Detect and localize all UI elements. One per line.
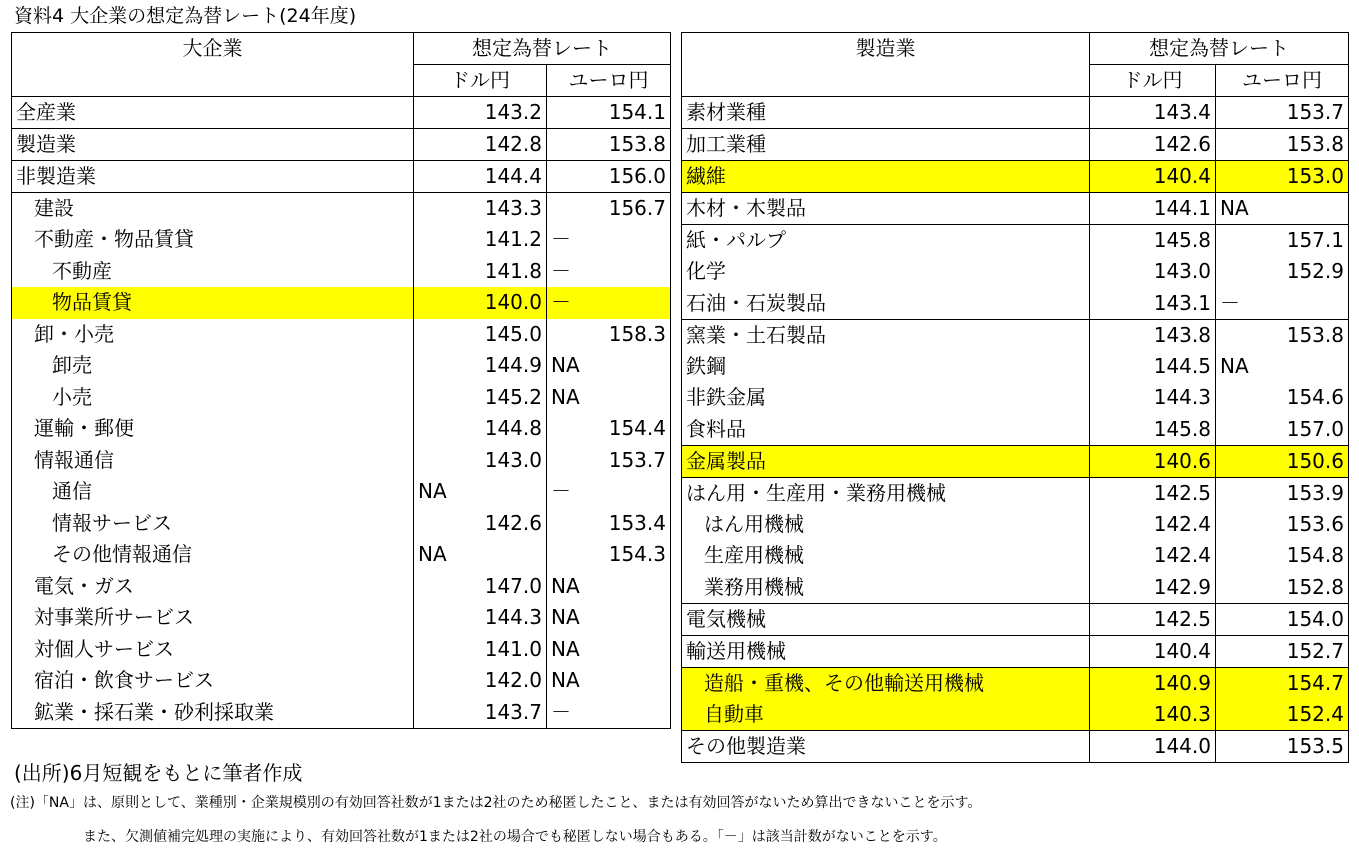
table-row <box>682 477 1349 509</box>
left-row-label: 物品賃貸 <box>12 287 414 319</box>
table-row <box>682 445 1349 477</box>
left-row-label: 不動産・物品賃貸 <box>12 224 414 256</box>
right-row-eur: 153.5 <box>1216 730 1349 762</box>
left-row-label: 鉱業・採石業・砂利採取業 <box>12 697 414 729</box>
right-row-usd: 144.0 <box>1090 730 1216 762</box>
right-row-label: 化学 <box>682 256 1090 288</box>
right-row-eur: 152.9 <box>1216 256 1349 288</box>
table-row <box>12 193 671 225</box>
left-row-usd: 143.0 <box>414 445 547 477</box>
table-row <box>12 161 671 193</box>
right-row-label: 木材・木製品 <box>682 193 1090 225</box>
table-row <box>682 509 1349 541</box>
left-row-label: その他情報通信 <box>12 539 414 571</box>
right-row-label: 造船・重機、その他輸送用機械 <box>682 667 1090 699</box>
left-row-usd: 147.0 <box>414 571 547 603</box>
left-row-label: 卸売 <box>12 350 414 382</box>
left-row-usd: 140.0 <box>414 287 547 319</box>
table-row <box>682 699 1349 731</box>
right-row-eur: － <box>1216 288 1349 320</box>
right-row-label: 自動車 <box>682 699 1090 731</box>
right-row-usd: 143.8 <box>1090 319 1216 351</box>
left-header-category: 大企業 <box>12 33 414 97</box>
left-row-usd: 144.8 <box>414 413 547 445</box>
left-row-usd: 145.0 <box>414 319 547 351</box>
left-row-eur: － <box>547 256 671 288</box>
left-row-eur: 158.3 <box>547 319 671 351</box>
right-row-eur: 152.7 <box>1216 635 1349 667</box>
right-row-eur: 157.1 <box>1216 225 1349 257</box>
table-row <box>682 540 1349 572</box>
right-row-label: その他製造業 <box>682 730 1090 762</box>
right-row-usd: 140.3 <box>1090 699 1216 731</box>
left-row-usd: 143.2 <box>414 97 547 129</box>
left-row-eur: NA <box>547 602 671 634</box>
table-row <box>682 319 1349 351</box>
right-header-category: 製造業 <box>682 33 1090 97</box>
right-row-usd: 142.9 <box>1090 572 1216 604</box>
right-row-eur: 152.8 <box>1216 572 1349 604</box>
left-row-eur: 153.8 <box>547 129 671 161</box>
table-row <box>682 382 1349 414</box>
right-header-eur: ユーロ円 <box>1216 65 1349 97</box>
table-row <box>12 602 671 634</box>
left-row-eur: 154.4 <box>547 413 671 445</box>
source-note: (出所)6月短観をもとに筆者作成 <box>14 761 303 785</box>
table-row <box>12 319 671 351</box>
right-header-rate: 想定為替レート <box>1090 33 1349 65</box>
left-row-usd: 142.0 <box>414 665 547 697</box>
table-row <box>12 539 671 571</box>
table-row <box>12 634 671 666</box>
right-row-label: 食料品 <box>682 414 1090 446</box>
footnote-na: (注)「NA」は、原則として、業種別・企業規模別の有効回答社数が1または2社のため秘匿したこと、または有効回答がないため算出できないことを示す。 <box>10 795 982 811</box>
table-row <box>12 697 671 729</box>
left-row-label: 情報通信 <box>12 445 414 477</box>
right-row-label: 輸送用機械 <box>682 635 1090 667</box>
right-row-eur: NA <box>1216 193 1349 225</box>
left-row-eur: － <box>547 697 671 729</box>
right-row-usd: 144.3 <box>1090 382 1216 414</box>
table-row <box>12 508 671 540</box>
table-row <box>682 256 1349 288</box>
right-row-eur: 153.8 <box>1216 129 1349 161</box>
manufacturing-table <box>681 32 1349 763</box>
table-row <box>12 129 671 161</box>
table-row <box>682 635 1349 667</box>
right-row-label: 素材業種 <box>682 97 1090 129</box>
left-row-eur: NA <box>547 665 671 697</box>
left-header-eur: ユーロ円 <box>547 65 671 97</box>
right-row-usd: 140.4 <box>1090 161 1216 193</box>
left-row-label: 宿泊・飲食サービス <box>12 665 414 697</box>
right-row-label: はん用・生産用・業務用機械 <box>682 477 1090 509</box>
left-row-eur: 154.3 <box>547 539 671 571</box>
right-row-usd: 144.1 <box>1090 193 1216 225</box>
right-row-usd: 140.6 <box>1090 445 1216 477</box>
left-row-eur: 156.0 <box>547 161 671 193</box>
table-row <box>682 97 1349 129</box>
left-row-eur: 153.4 <box>547 508 671 540</box>
left-row-usd: 141.0 <box>414 634 547 666</box>
left-row-usd: 145.2 <box>414 382 547 414</box>
table-row <box>682 129 1349 161</box>
left-row-eur: NA <box>547 571 671 603</box>
right-row-eur: 150.6 <box>1216 445 1349 477</box>
right-row-eur: 154.8 <box>1216 540 1349 572</box>
right-row-eur: 154.0 <box>1216 603 1349 635</box>
right-row-usd: 143.1 <box>1090 288 1216 320</box>
right-row-usd: 142.4 <box>1090 509 1216 541</box>
right-row-eur: 153.0 <box>1216 161 1349 193</box>
right-row-usd: 145.8 <box>1090 414 1216 446</box>
left-row-label: 製造業 <box>12 129 414 161</box>
left-row-label: 非製造業 <box>12 161 414 193</box>
right-row-eur: 153.9 <box>1216 477 1349 509</box>
left-row-eur: NA <box>547 634 671 666</box>
footnote-dash: また、欠測値補完処理の実施により、有効回答社数が1または2社の場合でも秘匿しない場合もある。「－」は該当計数がないことを示す。 <box>83 829 947 845</box>
right-row-usd: 143.4 <box>1090 97 1216 129</box>
right-header-usd: ドル円 <box>1090 65 1216 97</box>
left-row-eur: 156.7 <box>547 193 671 225</box>
left-row-usd: 142.6 <box>414 508 547 540</box>
right-row-label: 石油・石炭製品 <box>682 288 1090 320</box>
left-header-rate: 想定為替レート <box>414 33 671 65</box>
left-row-eur: 153.7 <box>547 445 671 477</box>
left-row-usd: 144.3 <box>414 602 547 634</box>
left-row-label: 運輸・郵便 <box>12 413 414 445</box>
left-row-label: 全産業 <box>12 97 414 129</box>
right-row-usd: 142.5 <box>1090 603 1216 635</box>
table-row <box>12 571 671 603</box>
right-row-eur: 153.6 <box>1216 509 1349 541</box>
table-row <box>12 665 671 697</box>
left-row-label: 小売 <box>12 382 414 414</box>
table-row <box>682 288 1349 320</box>
right-row-label: 加工業種 <box>682 129 1090 161</box>
table-row <box>682 667 1349 699</box>
right-row-usd: 142.6 <box>1090 129 1216 161</box>
table-row <box>12 445 671 477</box>
left-row-eur: － <box>547 287 671 319</box>
table-row <box>682 730 1349 762</box>
right-row-label: 鉄鋼 <box>682 351 1090 383</box>
table-row <box>12 476 671 508</box>
left-row-usd: NA <box>414 539 547 571</box>
left-header-usd: ドル円 <box>414 65 547 97</box>
table-row <box>12 224 671 256</box>
left-row-usd: 141.2 <box>414 224 547 256</box>
left-row-usd: 143.7 <box>414 697 547 729</box>
left-row-label: 通信 <box>12 476 414 508</box>
right-row-eur: 153.7 <box>1216 97 1349 129</box>
right-row-label: 非鉄金属 <box>682 382 1090 414</box>
left-row-label: 対事業所サービス <box>12 602 414 634</box>
right-row-label: 業務用機械 <box>682 572 1090 604</box>
left-row-eur: － <box>547 476 671 508</box>
page-title: 資料4 大企業の想定為替レート(24年度) <box>14 5 357 27</box>
right-row-usd: 142.5 <box>1090 477 1216 509</box>
table-row <box>682 572 1349 604</box>
right-row-label: 繊維 <box>682 161 1090 193</box>
left-row-usd: 144.4 <box>414 161 547 193</box>
left-row-label: 情報サービス <box>12 508 414 540</box>
table-row <box>682 161 1349 193</box>
right-row-usd: 145.8 <box>1090 225 1216 257</box>
left-row-usd: NA <box>414 476 547 508</box>
table-row <box>12 97 671 129</box>
table-row <box>12 350 671 382</box>
right-row-label: 紙・パルプ <box>682 225 1090 257</box>
right-row-usd: 142.4 <box>1090 540 1216 572</box>
left-row-usd: 142.8 <box>414 129 547 161</box>
right-row-eur: 152.4 <box>1216 699 1349 731</box>
right-row-label: 金属製品 <box>682 445 1090 477</box>
left-row-eur: － <box>547 224 671 256</box>
left-row-label: 卸・小売 <box>12 319 414 351</box>
table-row <box>12 382 671 414</box>
table-row <box>682 193 1349 225</box>
right-row-label: 電気機械 <box>682 603 1090 635</box>
right-row-usd: 140.4 <box>1090 635 1216 667</box>
right-row-label: 窯業・土石製品 <box>682 319 1090 351</box>
right-row-usd: 143.0 <box>1090 256 1216 288</box>
left-row-label: 不動産 <box>12 256 414 288</box>
right-row-eur: 154.6 <box>1216 382 1349 414</box>
left-row-eur: 154.1 <box>547 97 671 129</box>
table-row <box>682 351 1349 383</box>
right-row-eur: 153.8 <box>1216 319 1349 351</box>
right-row-label: 生産用機械 <box>682 540 1090 572</box>
left-row-usd: 144.9 <box>414 350 547 382</box>
left-row-usd: 143.3 <box>414 193 547 225</box>
left-row-label: 電気・ガス <box>12 571 414 603</box>
table-row <box>12 287 671 319</box>
right-row-usd: 140.9 <box>1090 667 1216 699</box>
left-row-usd: 141.8 <box>414 256 547 288</box>
right-row-usd: 144.5 <box>1090 351 1216 383</box>
table-row <box>682 225 1349 257</box>
left-row-eur: NA <box>547 350 671 382</box>
left-row-label: 対個人サービス <box>12 634 414 666</box>
right-row-eur: 154.7 <box>1216 667 1349 699</box>
large-enterprise-table <box>11 32 671 729</box>
right-row-eur: 157.0 <box>1216 414 1349 446</box>
right-row-eur: NA <box>1216 351 1349 383</box>
table-row <box>12 413 671 445</box>
left-row-label: 建設 <box>12 193 414 225</box>
table-row <box>12 256 671 288</box>
left-row-eur: NA <box>547 382 671 414</box>
table-row <box>682 414 1349 446</box>
right-row-label: はん用機械 <box>682 509 1090 541</box>
table-row <box>682 603 1349 635</box>
